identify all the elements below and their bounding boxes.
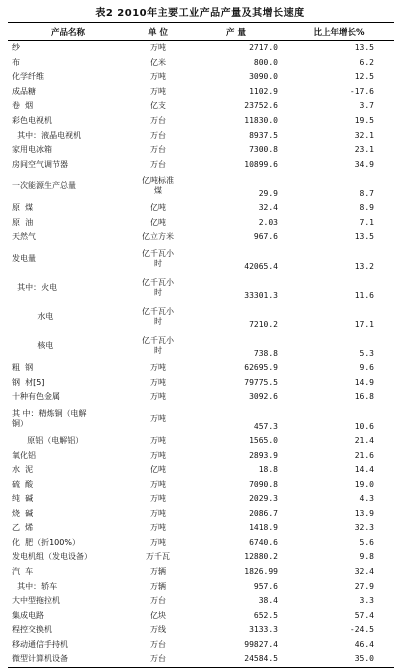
table-row (8, 303, 394, 332)
unit-cell: 万吨 (150, 508, 166, 518)
product-name-cell: 原 油 (12, 217, 34, 227)
table-row (8, 463, 394, 478)
table-row (8, 245, 394, 274)
unit-cell: 万吨 (150, 392, 166, 402)
production-cell: 652.5 (253, 610, 278, 620)
growth-cell: 21.6 (354, 450, 374, 460)
growth-cell: 3.7 (359, 101, 374, 111)
growth-cell: 12.5 (354, 72, 374, 82)
growth-cell: 23.1 (354, 145, 374, 155)
production-cell: 11830.0 (244, 116, 278, 125)
production-cell: 42065.4 (244, 261, 278, 271)
production-cell: 957.6 (253, 581, 278, 591)
table-row (8, 652, 394, 667)
production-cell: 2029.3 (249, 494, 278, 504)
product-name-cell: 核电 (12, 341, 54, 351)
unit-cell: 万台 (150, 596, 166, 606)
product-name-cell: 氧化铝 (12, 450, 36, 460)
table-header (8, 23, 394, 41)
unit-cell: 亿吨 (150, 465, 166, 475)
unit-cell: 万台 (150, 130, 166, 140)
unit-cell (128, 307, 188, 328)
production-cell: 33301.3 (244, 290, 278, 300)
product-name-cell: 微型计算机设备 (12, 654, 68, 664)
unit-cell: 亿吨 (150, 203, 166, 213)
unit-cell: 万吨 (150, 86, 166, 96)
product-name-cell: 其中：轿车 (12, 581, 58, 591)
product-name-cell: 成品糖 (12, 86, 36, 96)
unit-cell-line: 时 (154, 259, 162, 269)
product-name-cell: 十种有色金属 (12, 392, 60, 402)
table-row (8, 172, 394, 201)
product-name-cell: 程控交换机 (12, 625, 52, 635)
product-name-cell: 原 煤 (12, 203, 34, 213)
growth-cell: 7.1 (359, 217, 374, 227)
growth-cell: 8.9 (359, 203, 374, 213)
table-row (8, 507, 394, 522)
unit-cell-line: 亿千瓦小 (142, 335, 174, 345)
product-name-cell-line: 其 中：精炼铜（电解 (12, 408, 87, 418)
table-row (8, 550, 394, 565)
production-cell: 18.8 (258, 465, 278, 475)
growth-cell: 14.4 (354, 465, 374, 475)
production-cell: 800.0 (253, 57, 278, 67)
table-row (8, 216, 394, 231)
product-name-cell: 房间空气调节器 (12, 159, 68, 169)
unit-cell-line: 时 (154, 317, 162, 327)
growth-cell: 19.0 (354, 479, 374, 489)
production-cell: 7090.8 (249, 479, 278, 489)
table-row (8, 56, 394, 71)
growth-cell: -24.5 (349, 625, 374, 635)
production-cell: 7300.8 (249, 145, 278, 155)
product-name-cell: 纱 (12, 43, 20, 53)
table-row (8, 70, 394, 85)
product-name-cell: 水 泥 (12, 465, 34, 475)
growth-cell: 5.3 (359, 349, 374, 359)
production-cell: 1565.0 (249, 436, 278, 446)
unit-cell: 万线 (150, 625, 166, 635)
production-cell: 738.8 (253, 349, 278, 359)
unit-cell: 亿块 (150, 610, 166, 620)
unit-cell: 万吨 (150, 494, 166, 504)
growth-cell: 35.0 (354, 654, 374, 664)
production-cell: 79775.5 (244, 377, 278, 387)
table-row (8, 201, 394, 216)
unit-cell: 万台 (150, 639, 166, 649)
unit-cell-line: 亿千瓦小 (142, 248, 174, 258)
product-name-cell: 汽 车 (12, 566, 34, 576)
growth-cell: 32.3 (354, 523, 374, 533)
product-name-cell: 水电 (12, 312, 54, 322)
production-cell: 10899.6 (244, 159, 278, 169)
unit-cell: 万吨 (150, 72, 166, 82)
table-row (8, 536, 394, 551)
production-table (8, 22, 394, 668)
production-cell: 2893.9 (249, 450, 278, 460)
table-title: 表2 2010年主要工业产品产量及其增长速度 (95, 8, 305, 19)
product-name-cell: 家用电冰箱 (12, 145, 52, 155)
table-row (8, 361, 394, 376)
product-name-cell: 钢 材[5] (12, 377, 45, 387)
production-cell: 32.4 (258, 203, 278, 213)
product-name-cell: 布 (12, 57, 20, 67)
growth-cell: 14.9 (354, 377, 374, 387)
growth-cell: 19.5 (354, 116, 374, 125)
unit-cell: 万吨 (150, 479, 166, 489)
unit-cell (128, 249, 188, 270)
unit-cell-line: 时 (154, 288, 162, 298)
growth-cell: 5.6 (359, 537, 374, 547)
table-row (8, 565, 394, 580)
production-cell: 23752.6 (244, 101, 278, 111)
table-row (8, 128, 394, 143)
growth-cell: 4.3 (359, 494, 374, 504)
table-row (8, 376, 394, 391)
table-row (8, 637, 394, 652)
unit-cell: 亿支 (150, 101, 166, 111)
unit-cell: 万吨 (150, 537, 166, 547)
production-cell: 967.6 (253, 232, 278, 242)
table-row (8, 143, 394, 158)
unit-cell-line: 煤 (154, 186, 162, 196)
product-name-cell: 化学纤维 (12, 72, 44, 82)
growth-cell: 6.2 (359, 57, 374, 67)
product-name-cell: 乙 烯 (12, 523, 34, 533)
growth-cell: 46.4 (354, 639, 374, 649)
table-row (8, 405, 394, 434)
unit-cell: 万辆 (150, 566, 166, 576)
unit-cell: 万吨 (150, 377, 166, 387)
unit-cell-line: 亿千瓦小 (142, 277, 174, 287)
production-cell: 3133.3 (249, 625, 278, 635)
unit-cell: 万辆 (150, 581, 166, 591)
table-row (8, 157, 394, 172)
growth-cell: 27.9 (354, 581, 374, 591)
product-name-cell: 大中型拖拉机 (12, 596, 60, 606)
table-row (8, 492, 394, 507)
table-row (8, 114, 394, 129)
growth-cell: 32.1 (354, 130, 374, 140)
table-row (8, 623, 394, 638)
product-name-cell: 天然气 (12, 232, 36, 242)
product-name-cell (8, 409, 128, 430)
growth-cell: 16.8 (354, 392, 374, 402)
product-name-cell: 发电机组（发电设备） (12, 552, 92, 562)
table-row (8, 521, 394, 536)
growth-cell: 9.6 (359, 363, 374, 373)
product-name-cell: 纯 碱 (12, 494, 34, 504)
unit-cell: 万千瓦 (146, 552, 170, 562)
production-cell: 8937.5 (249, 130, 278, 140)
table-row (8, 230, 394, 245)
product-name-cell: 彩色电视机 (12, 116, 52, 125)
product-name-cell: 原铝（电解铝） (12, 436, 84, 446)
growth-cell: 57.4 (354, 610, 374, 620)
table-row (8, 274, 394, 303)
table-row (8, 390, 394, 405)
growth-cell: -17.6 (349, 86, 374, 96)
table-row (8, 594, 394, 609)
production-cell: 457.3 (253, 421, 278, 431)
table-row (8, 448, 394, 463)
production-cell: 3090.0 (249, 72, 278, 82)
production-cell: 2717.0 (249, 43, 278, 53)
table-row (8, 608, 394, 623)
unit-cell: 万吨 (150, 363, 166, 373)
table-row (8, 332, 394, 361)
unit-cell (128, 176, 188, 197)
growth-cell: 10.6 (354, 421, 374, 431)
unit-cell: 亿立方米 (142, 232, 174, 242)
header-production: 产 量 (226, 27, 246, 38)
unit-cell (128, 336, 188, 357)
production-cell: 12880.2 (244, 552, 278, 562)
unit-cell: 亿米 (150, 57, 166, 67)
table-row (8, 85, 394, 100)
production-cell: 99827.4 (244, 639, 278, 649)
product-name-cell: 发电量 (12, 254, 36, 264)
production-cell: 2086.7 (249, 508, 278, 518)
unit-cell: 万吨 (150, 436, 166, 446)
production-cell: 29.9 (258, 189, 278, 199)
unit-cell: 万台 (150, 159, 166, 169)
product-name-cell: 烧 碱 (12, 508, 34, 518)
unit-cell: 万台 (150, 654, 166, 664)
unit-cell-line: 亿吨标准 (142, 175, 174, 185)
growth-cell: 9.8 (359, 552, 374, 562)
table-row (8, 477, 394, 492)
product-name-cell: 集成电路 (12, 610, 44, 620)
table-row (8, 99, 394, 114)
production-cell: 38.4 (258, 596, 278, 606)
growth-cell: 34.9 (354, 159, 374, 169)
production-cell: 1102.9 (249, 86, 278, 96)
growth-cell: 3.3 (359, 596, 374, 606)
growth-cell: 13.5 (354, 43, 374, 53)
product-name-cell: 移动通信手持机 (12, 639, 68, 649)
header-unit: 单 位 (148, 27, 168, 38)
product-name-cell: 硫 酸 (12, 479, 34, 489)
product-name-cell-line: 铜） (12, 419, 28, 429)
unit-cell: 万吨 (150, 414, 166, 424)
growth-cell: 32.4 (354, 566, 374, 576)
growth-cell: 13.5 (354, 232, 374, 242)
production-cell: 6740.6 (249, 537, 278, 547)
production-cell: 62695.9 (244, 363, 278, 373)
unit-cell: 万台 (150, 145, 166, 155)
production-cell: 7210.2 (249, 319, 278, 329)
unit-cell: 万吨 (150, 43, 166, 53)
unit-cell: 万台 (150, 116, 166, 125)
table-row (8, 579, 394, 594)
product-name-cell: 粗 钢 (12, 363, 34, 373)
product-name-cell: 一次能源生产总量 (12, 181, 76, 191)
unit-cell (128, 278, 188, 299)
production-cell: 2.03 (258, 217, 278, 227)
product-name-cell: 其中：液晶电视机 (12, 130, 82, 140)
product-name-cell: 卷 烟 (12, 101, 34, 111)
production-cell: 24584.5 (244, 654, 278, 664)
unit-cell-line: 时 (154, 346, 162, 356)
table-row (8, 41, 394, 56)
product-name-cell: 其中：火电 (12, 283, 58, 293)
table-body (8, 41, 394, 667)
header-growth: 比上年增长% (313, 27, 365, 38)
production-cell: 3092.6 (249, 392, 278, 402)
table-row (8, 434, 394, 449)
growth-cell: 11.6 (354, 290, 374, 300)
production-cell: 1826.99 (244, 566, 278, 576)
growth-cell: 8.7 (359, 189, 374, 199)
unit-cell-line: 亿千瓦小 (142, 306, 174, 316)
growth-cell: 13.2 (354, 261, 374, 271)
product-name-cell: 化 肥（折100%） (12, 537, 80, 547)
header-product-name: 产品名称 (50, 27, 85, 38)
production-cell: 1418.9 (249, 523, 278, 533)
growth-cell: 17.1 (354, 319, 374, 329)
growth-cell: 21.4 (354, 436, 374, 446)
unit-cell: 万吨 (150, 450, 166, 460)
growth-cell: 13.9 (354, 508, 374, 518)
unit-cell: 万吨 (150, 523, 166, 533)
unit-cell: 亿吨 (150, 217, 166, 227)
